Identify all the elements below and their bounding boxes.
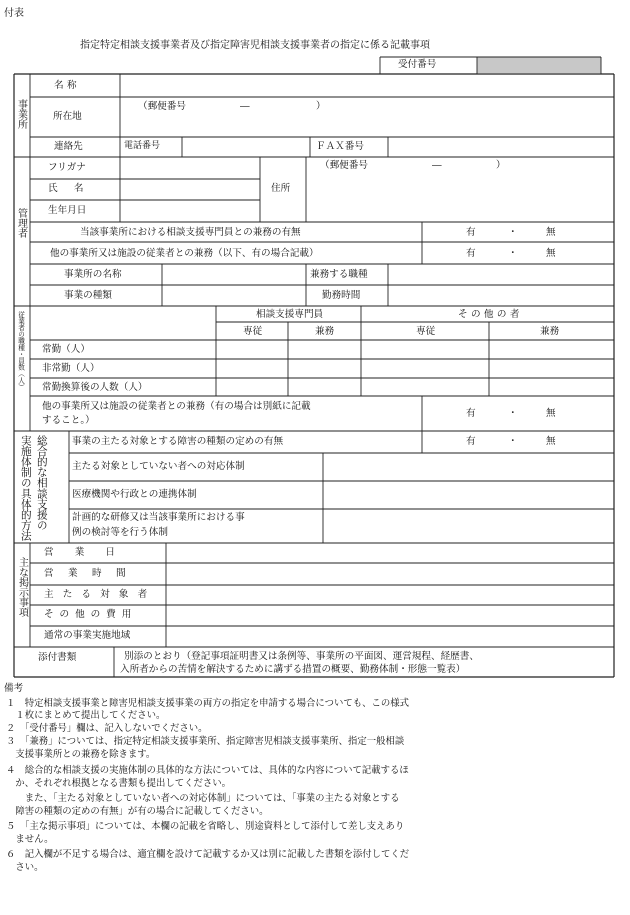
manager-postal-dash: ― xyxy=(432,160,442,171)
no-option[interactable]: 無 xyxy=(546,436,556,447)
no-option[interactable]: 無 xyxy=(546,227,556,238)
specialist-concurrent-label: 兼務 xyxy=(315,326,335,337)
office-name-label: 名称 xyxy=(54,80,80,91)
posting-section-label: 主な掲示事項 xyxy=(16,557,28,617)
attachment-label: 付表 xyxy=(4,8,24,19)
posting-item-other-costs: その他の費用 xyxy=(44,609,138,620)
specialist-fulltime-label: 専従 xyxy=(243,326,263,337)
notes-heading: 備考 xyxy=(4,683,24,694)
office-contact-label: 連絡先 xyxy=(54,141,83,152)
manager-postal-suffix: ） xyxy=(496,160,506,171)
manager-birthdate-label: 生年月日 xyxy=(48,205,87,216)
note-line: さい。 xyxy=(6,862,44,873)
note-line: また、「主たる対象としていない者への対応体制」については、「事業の主たる対象とする xyxy=(6,793,400,804)
page-title: 指定特定相談支援事業者及び指定障害児相談支援事業者の指定に係る記載事項 xyxy=(80,40,430,51)
office-address-label: 所在地 xyxy=(53,111,82,122)
office-fax-label: ＦＡＸ番号 xyxy=(316,141,364,152)
note-line: 障害の種類の定めの有無」が有の場合に記載してください。 xyxy=(6,806,269,817)
comprehensive-section-label-col1: 総合的な相談支援の xyxy=(35,435,48,531)
yes-option[interactable]: 有 xyxy=(466,408,476,419)
staff-specialist-label: 相談支援専門員 xyxy=(256,309,324,320)
comprehensive-item-medical-liaison: 医療機関や行政との連携体制 xyxy=(72,489,197,500)
yes-option[interactable]: 有 xyxy=(466,436,476,447)
other-concurrent-label: 兼務 xyxy=(540,326,560,337)
comprehensive-item-non-target: 主たる対象としていない者への対応体制 xyxy=(72,461,245,472)
reception-number-label: 受付番号 xyxy=(398,59,437,70)
yes-option[interactable]: 有 xyxy=(466,248,476,259)
manager-concurrent-specialist-question: 当該事業所における相談支援専門員との兼務の有無 xyxy=(80,227,301,238)
staff-row-parttime: 非常勤（人） xyxy=(42,363,100,374)
staff-row-fte: 常勤換算後の人数（人） xyxy=(42,382,148,393)
note-line: か、それぞれ根拠となる書類も提出してください。 xyxy=(6,778,232,789)
no-option[interactable]: 無 xyxy=(546,248,556,259)
note-line: 支援事業所との兼務を除きます。 xyxy=(6,749,156,760)
posting-item-business-days: 営業日 xyxy=(44,547,137,558)
staff-section-label: 従業者の職種・員数（人） xyxy=(16,311,25,391)
note-line: １枚にまとめて提出してください。 xyxy=(6,710,166,721)
staff-other-label: その他の者 xyxy=(458,309,523,320)
attachments-label: 添付書類 xyxy=(38,652,77,663)
comprehensive-item-disability-type: 事業の主たる対象とする障害の種類の定めの有無 xyxy=(72,436,284,447)
office-postal-prefix: （郵便番号 xyxy=(138,101,186,112)
separator-dot: ・ xyxy=(508,227,518,238)
separator-dot: ・ xyxy=(508,436,518,447)
manager-furigana-label: フリガナ xyxy=(48,162,86,173)
staff-concurrent-question-line2: すること。） xyxy=(42,415,95,426)
posting-item-target: 主たる対象者 xyxy=(44,589,157,600)
posting-item-service-area: 通常の事業実施地域 xyxy=(44,630,131,641)
office-section-label: 事業所 xyxy=(15,99,27,129)
note-line: ３ 「兼務」については、指定特定相談支援事業所、指定障害児相談支援事業所、指定一般相談 xyxy=(6,736,405,747)
manager-postal-prefix: （郵便番号 xyxy=(320,160,368,171)
note-line: ２ 「受付番号」欄は、記入しないでください。 xyxy=(6,723,208,734)
manager-concurrent-other-question: 他の事業所又は施設の従業者との兼務（以下、有の場合記載） xyxy=(50,248,319,259)
comprehensive-training-line2: 例の検討等を行う体制 xyxy=(72,527,168,538)
note-line: ６ 記入欄が不足する場合は、適宜欄を設けて記載するか又は別に記載した書類を添付してくだ xyxy=(6,849,410,860)
manager-section-label: 管理者 xyxy=(15,208,27,238)
attachments-line2: 入所者からの苦情を解決するために講ずる措置の概要、勤務体制・形態一覧表） xyxy=(120,664,466,675)
manager-office-name-label: 事業所の名称 xyxy=(64,269,122,280)
manager-work-hours-label: 勤務時間 xyxy=(322,290,361,301)
manager-name-label: 氏 名 xyxy=(48,183,87,194)
staff-concurrent-question-line1: 他の事業所又は施設の従業者との兼務（有の場合は別紙に記載 xyxy=(42,401,311,412)
separator-dot: ・ xyxy=(508,248,518,259)
note-line: ５ 「主な掲示事項」については、本欄の記載を省略し、別途資料として添付して差し支えあり xyxy=(6,821,405,832)
posting-item-business-hours: 営業時間 xyxy=(44,568,140,579)
note-line: ４ 総合的な相談支援の実施体制の具体的な方法については、具体的な内容について記載するほ xyxy=(6,765,409,776)
note-line: ません。 xyxy=(6,834,54,845)
office-postal-dash: ― xyxy=(240,101,250,112)
no-option[interactable]: 無 xyxy=(546,408,556,419)
separator-dot: ・ xyxy=(508,408,518,419)
other-fulltime-label: 専従 xyxy=(416,326,436,337)
note-line: １ 特定相談支援事業と障害児相談支援事業の両方の指定を申請する場合についても、この様式 xyxy=(6,698,409,709)
comprehensive-training-line1: 計画的な研修又は当該事業所における事 xyxy=(72,512,245,523)
attachments-line1: 別添のとおり（登記事項証明書又は条例等、事業所の平面図、運営規程、経歴書、 xyxy=(124,651,479,662)
office-postal-suffix: ） xyxy=(316,101,326,112)
comprehensive-section-label-col2: 実施体制の具体的方法 xyxy=(19,435,32,541)
office-phone-label: 電話番号 xyxy=(124,141,161,151)
manager-concurrent-role-label: 兼務する職種 xyxy=(310,269,368,280)
manager-business-type-label: 事業の種類 xyxy=(64,290,112,301)
yes-option[interactable]: 有 xyxy=(466,227,476,238)
manager-address-label: 住所 xyxy=(271,183,291,194)
staff-row-fulltime: 常勤（人） xyxy=(42,344,90,355)
